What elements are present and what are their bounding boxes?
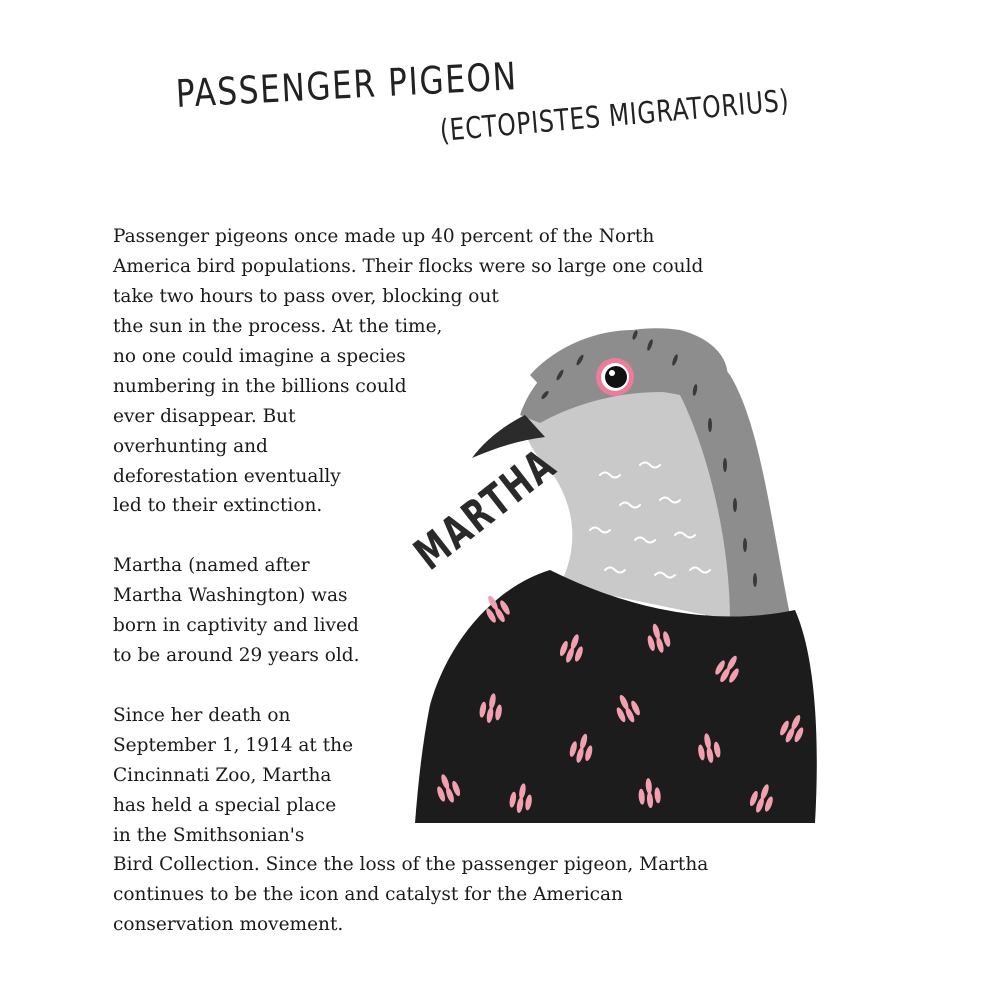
pigeon-eye — [605, 366, 627, 388]
body-line: deforestation eventually — [113, 466, 341, 487]
page-title: PASSENGER PIGEON — [174, 54, 519, 116]
body-line: to be around 29 years old. — [113, 645, 360, 666]
body-line: continues to be the icon and catalyst for the American — [113, 884, 623, 905]
body-line: Passenger pigeons once made up 40 percent of the North — [113, 226, 655, 247]
body-line: take two hours to pass over, blocking out — [113, 286, 499, 307]
body-line: Since her death on — [113, 705, 291, 726]
martha-label: MARTHA — [405, 438, 567, 581]
body-line: ever disappear. But — [113, 406, 296, 427]
body-line: born in captivity and lived — [113, 615, 359, 636]
scientific-name: (ECTOPISTES MIGRATORIUS) — [438, 83, 791, 149]
body-line: America bird populations. Their flocks were so large one could — [113, 256, 704, 277]
body-line: no one could imagine a species — [113, 346, 406, 367]
body-line: September 1, 1914 at the — [113, 735, 354, 756]
body-line: overhunting and — [113, 436, 268, 457]
body-line: Bird Collection. Since the loss of the passenger pigeon, Martha — [113, 854, 709, 875]
body-line: numbering in the billions could — [113, 376, 407, 397]
body-line: has held a special place — [113, 795, 337, 816]
body-line: in the Smithsonian's — [113, 825, 305, 846]
body-line: Cincinnati Zoo, Martha — [113, 765, 332, 786]
body-line: led to their extinction. — [113, 495, 323, 516]
body-line: the sun in the process. At the time, — [113, 316, 443, 337]
pigeon-illustration — [410, 315, 830, 830]
body-line: conservation movement. — [113, 914, 344, 935]
body-line: Martha (named after — [113, 555, 310, 576]
body-line: Martha Washington) was — [113, 585, 348, 606]
